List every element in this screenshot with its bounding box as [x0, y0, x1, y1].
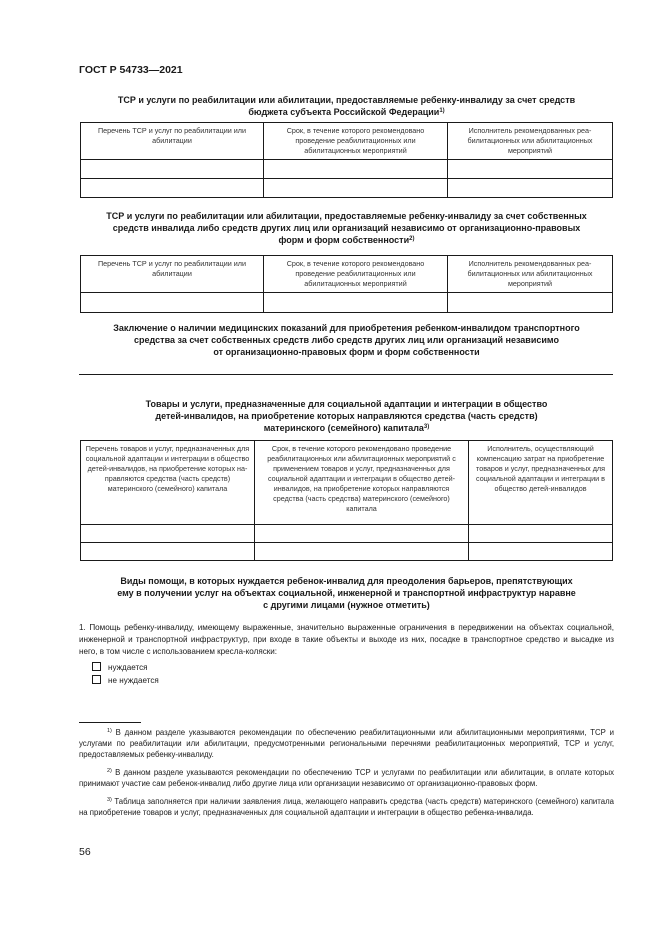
section1-heading — [79, 94, 614, 118]
section5-heading-line3: с другими лицами (нужное отметить) — [263, 600, 430, 610]
footnote-mark: 1) — [439, 108, 445, 114]
section5-heading-line1: Виды помощи, в которых нуждается ребенок-инвалид для преодоления барьеров, препятствующих — [120, 576, 573, 586]
section4-table — [80, 440, 613, 561]
section2-heading — [79, 210, 614, 246]
table-row — [81, 525, 613, 543]
section2-heading-line3: форм и форм собственности$^{2)}$ — [278, 235, 415, 245]
footnote-mark: 3) — [107, 797, 112, 803]
table-row — [81, 160, 613, 179]
column-header: Перечень ТСР и услуг по реабилитации или абилитации — [81, 123, 264, 160]
table-cell[interactable] — [264, 179, 448, 198]
footnote-separator — [79, 722, 141, 723]
table-row — [81, 179, 613, 198]
column-header: Исполнитель рекомендованных реабилитационных или абилитационных мероприятий — [448, 123, 613, 160]
checkbox[interactable] — [92, 662, 101, 671]
column-header: Перечень ТСР и услуг по реабилитации или абилитации — [81, 256, 264, 293]
section3-heading-line2: средства за счет собственных средств либо средств других лиц или организаций независимо — [134, 335, 559, 345]
column-header: Исполнитель рекомендованных реабилитационных или абилитационных мероприятий — [448, 256, 613, 293]
table-cell[interactable] — [448, 160, 613, 179]
table-cell[interactable] — [264, 160, 448, 179]
option-needs[interactable] — [92, 662, 148, 674]
section2-heading-line2: средств инвалида либо средств других лиц или организаций независимо от организационно-правовых — [112, 223, 581, 233]
section5-heading — [79, 575, 614, 611]
footnote-mark: 1) — [107, 728, 112, 734]
section2-table — [80, 255, 613, 313]
section3-heading-line1: Заключение о наличии медицинских показаний для приобретения ребенком-инвалидом транспортного — [113, 323, 580, 333]
footnote-3: $^{3)}$ Таблица заполняется при наличии заявления лица, желающего направить средства (часть средств) материнского (семейного) капитала на приобретение товаров и услуг, предназначенных для социальной адаптации и интеграции в общество ребенка-инвалида. — [79, 797, 614, 817]
table-cell[interactable] — [81, 525, 255, 543]
table-cell[interactable] — [448, 293, 613, 313]
column-header: Перечень товаров и услуг, предназначенных для социальной адаптации и интеграции в общество детей-инвалидов, на приобретение которых направляются средства (часть средств) материнского (семейного) капитала — [81, 441, 255, 525]
table-cell[interactable] — [255, 543, 469, 561]
footnote-mark: 2) — [409, 236, 415, 242]
column-header: Срок, в течение которого рекомендовано проведение реабилитационных или абилитационных мероприятий — [264, 123, 448, 160]
table-row — [81, 543, 613, 561]
table-cell[interactable] — [469, 525, 613, 543]
column-header: Срок, в течение которого рекомендовано проведение реабилитационных или абилитационных мероприятий — [264, 256, 448, 293]
table-header-row — [81, 441, 613, 525]
table-cell[interactable] — [264, 293, 448, 313]
table-cell[interactable] — [81, 543, 255, 561]
footnote-1: $^{1)}$ В данном разделе указываются рекомендации по обеспечению реабилитационными или абилитационными мероприятиями, ТСР и услугами по реабилитации или абилитации, предусмотренными региональными перечнями реабилитационных мероприятий, ТСР и услуг, предоставляемых ребенку-инвалиду. — [79, 728, 614, 759]
table-header-row — [81, 123, 613, 160]
table-cell[interactable] — [81, 179, 264, 198]
table-header-row — [81, 256, 613, 293]
option-does-not-need[interactable] — [92, 675, 159, 687]
table-cell[interactable] — [81, 293, 264, 313]
section4-heading-line2: детей-инвалидов, на приобретение которых направляются средства (часть средств) — [155, 411, 538, 421]
table-cell[interactable] — [469, 543, 613, 561]
section3-heading-line3: от организационно-правовых форм и форм собственности — [213, 347, 480, 357]
section4-heading — [79, 398, 614, 434]
footnote-mark: 3) — [423, 424, 430, 430]
footnote-mark: 2) — [107, 768, 112, 774]
column-header: Исполнитель, осуществляющий компенсацию затрат на приобретение товаров и услуг, предназначенных для социальной адаптации и интеграции в общество детей-инвалидов — [469, 441, 613, 525]
table-cell[interactable] — [448, 179, 613, 198]
assistance-item-1: 1. Помощь ребенку-инвалиду, имеющему выраженные, значительно выраженные ограничения в передвижении на объектах социальной, инженерной и транспортной инфраструктур, при входе в такие объекты и выходе из них, посадке в транспортное средство и высадке из него, в том числе с использованием кресла-коляски: — [79, 623, 614, 656]
section1-heading-line1: ТСР и услуги по реабилитации или абилитации, предоставляемые ребенку-инвалиду за счет средств — [117, 95, 576, 105]
table-cell[interactable] — [81, 160, 264, 179]
section1-heading-line2: бюджета субъекта Российской Федерации$^{1)}$ — [248, 107, 445, 117]
footnote-2: $^{2)}$ В данном разделе указываются рекомендации по обеспечению ТСР и услугами по реабилитации или абилитации, в оплате которых принимают участие сам ребенок-инвалид либо другие лица или организации независимо от организационно-правовых форм. — [79, 768, 614, 788]
section2-heading-line1: ТСР и услуги по реабилитации или абилитации, предоставляемые ребенку-инвалиду за счет собственных — [106, 211, 587, 221]
column-header: Срок, в течение которого рекомендовано проведение реабилитационных или абилитационных мероприятий с применением товаров и услуг, предназначенных для социальной адаптации и интеграции в общество детей-инвалидов, на приобретение которых направляются средства (часть средства) материнского (семейного) капитала — [255, 441, 469, 525]
checkbox[interactable] — [92, 675, 101, 684]
section3-heading — [79, 322, 614, 358]
option-label: нуждается — [108, 663, 148, 672]
conclusion-entry-line[interactable] — [79, 374, 613, 375]
page-number: 56 — [79, 846, 91, 858]
table-row — [81, 293, 613, 313]
section4-heading-line3: материнского (семейного) капитала$^{3)}$ — [263, 423, 430, 433]
section4-heading-line1: Товары и услуги, предназначенные для социальной адаптации и интеграции в общество — [145, 399, 548, 409]
section1-table — [80, 122, 613, 198]
standard-number: ГОСТ Р 54733—2021 — [79, 64, 183, 76]
section5-heading-line2: ему в получении услуг на объектах социальной, инженерной и транспортной инфраструктур наравне — [117, 588, 576, 598]
table-cell[interactable] — [255, 525, 469, 543]
option-label: не нуждается — [108, 676, 159, 685]
